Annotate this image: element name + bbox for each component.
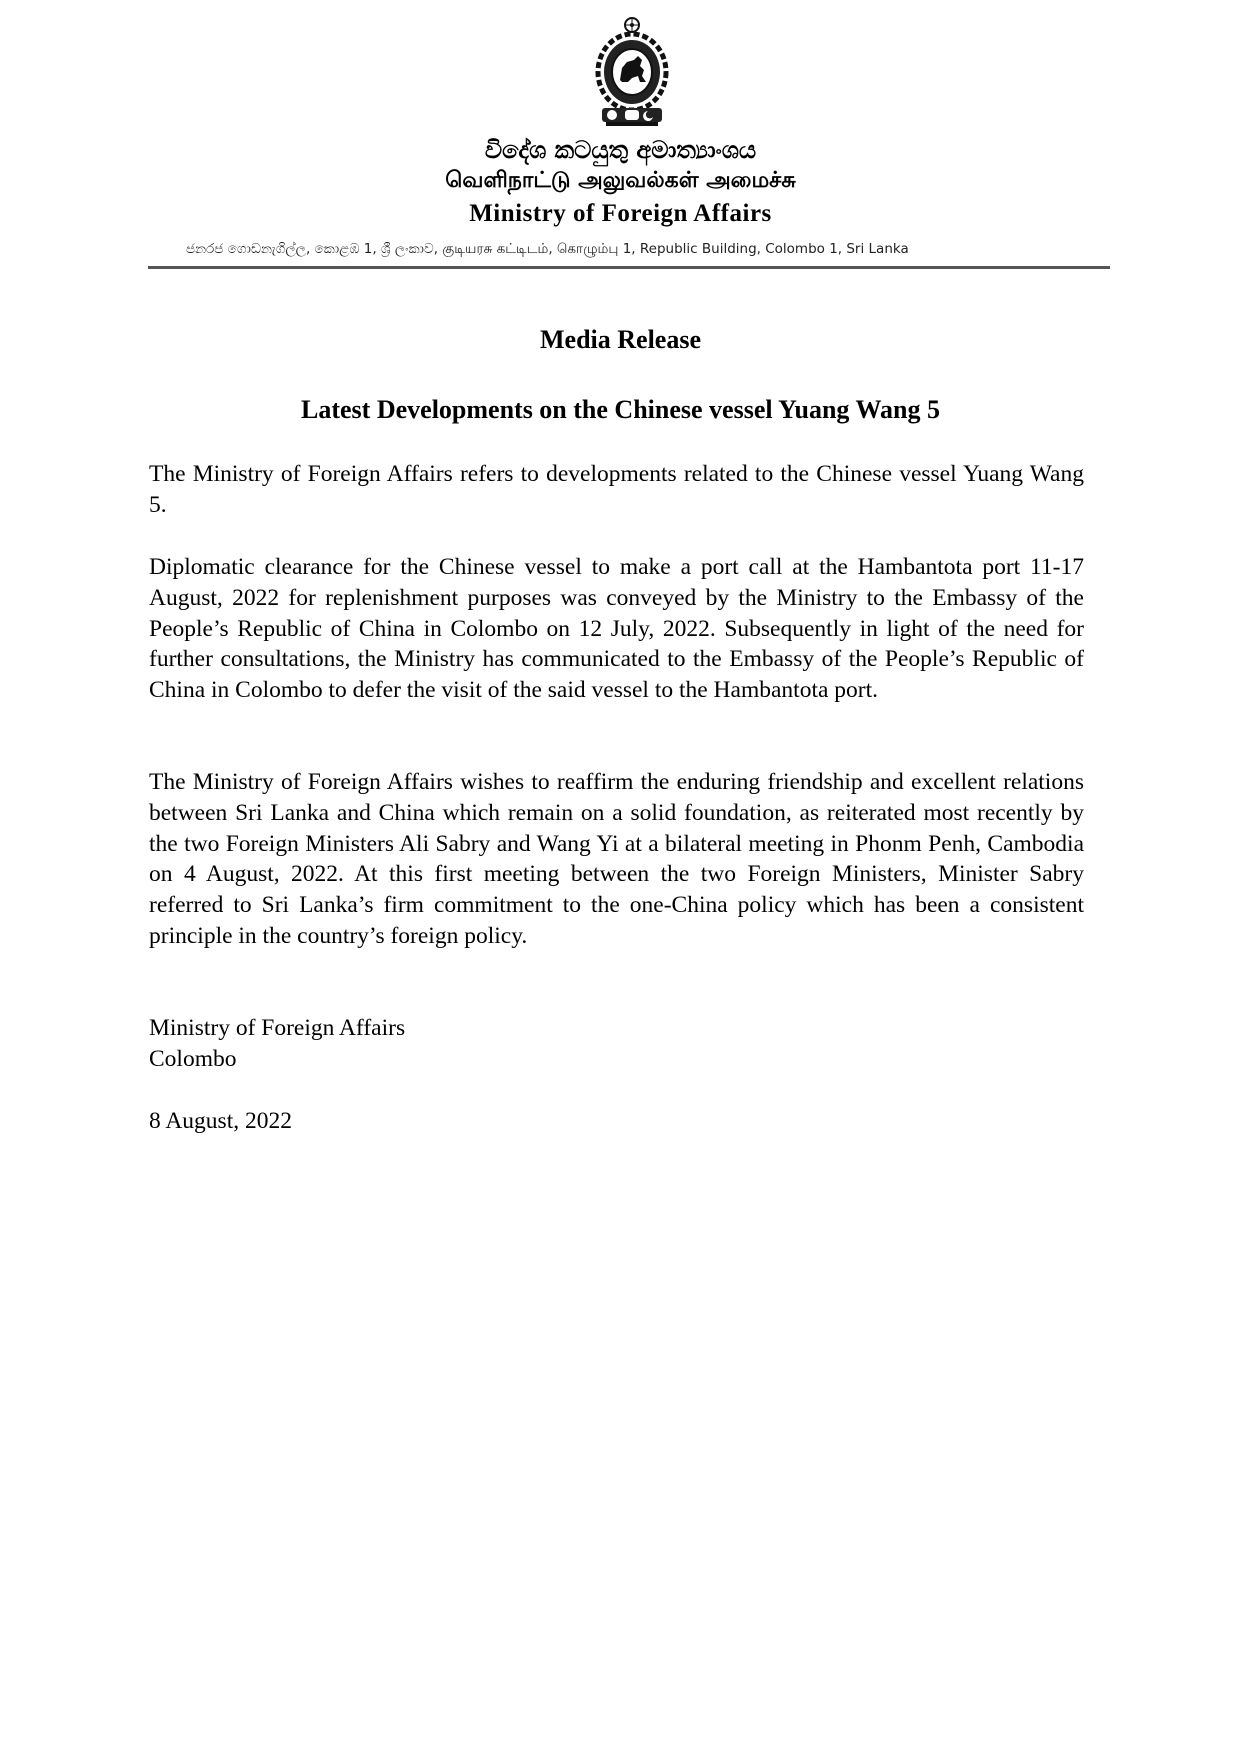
signature-location: Colombo (149, 1046, 237, 1072)
letterhead-divider (148, 266, 1110, 269)
sri-lanka-national-emblem-icon (592, 16, 672, 128)
ministry-name-tamil: வெளிநாட்டு அலுவல்கள் அமைச்சு (445, 168, 796, 193)
body-paragraph: Diplomatic clearance for the Chinese vessel to make a port call at the Hambantota port 11-17 August, 2022 for replenishment purposes was conveyed by the Ministry to the Embassy of the People’s Republic of China in Colombo on 12 July, 2022. Subsequently in light of the need for further consultations, the Ministry has communicated to the Embassy of the People’s Republic of China in Colombo to defer the visit of the said vessel to the Hambantota port. (149, 554, 1084, 704)
letterhead-address: ජනරජ ගොඩනැගිල්ල, කොළඹ 1, ශ්‍රී ලංකාව, குடியரசு கட்டிடம், கொழும்பு 1, Republic Building, Colombo 1, Sri Lanka (186, 241, 909, 257)
body-paragraph: The Ministry of Foreign Affairs refers to developments related to the Chinese vessel Yuang Wang 5. (149, 461, 1084, 518)
document-title: Latest Developments on the Chinese vessel Yuang Wang 5 (301, 395, 940, 424)
signature-issuer: Ministry of Foreign Affairs (149, 1015, 406, 1041)
release-date: 8 August, 2022 (149, 1108, 292, 1134)
document-type-heading: Media Release (539, 325, 701, 354)
body-paragraph: The Ministry of Foreign Affairs wishes to reaffirm the enduring friendship and excellent relations between Sri Lanka and China which remain on a solid foundation, as reiterated most recently by the two Foreign Ministers Ali Sabry and Wang Yi at a bilateral meeting in Phonm Penh, Cambodia on 4 August, 2022. At this first meeting between the two Foreign Ministers, Minister Sabry referred to Sri Lanka’s firm commitment to the one-China policy which has been a consistent principle in the country’s foreign policy. (149, 769, 1084, 949)
ministry-name-sinhala: විදේශ කටයුතු අමාත්‍යාංශය (484, 136, 757, 164)
ministry-name-english: Ministry of Foreign Affairs (469, 200, 772, 227)
